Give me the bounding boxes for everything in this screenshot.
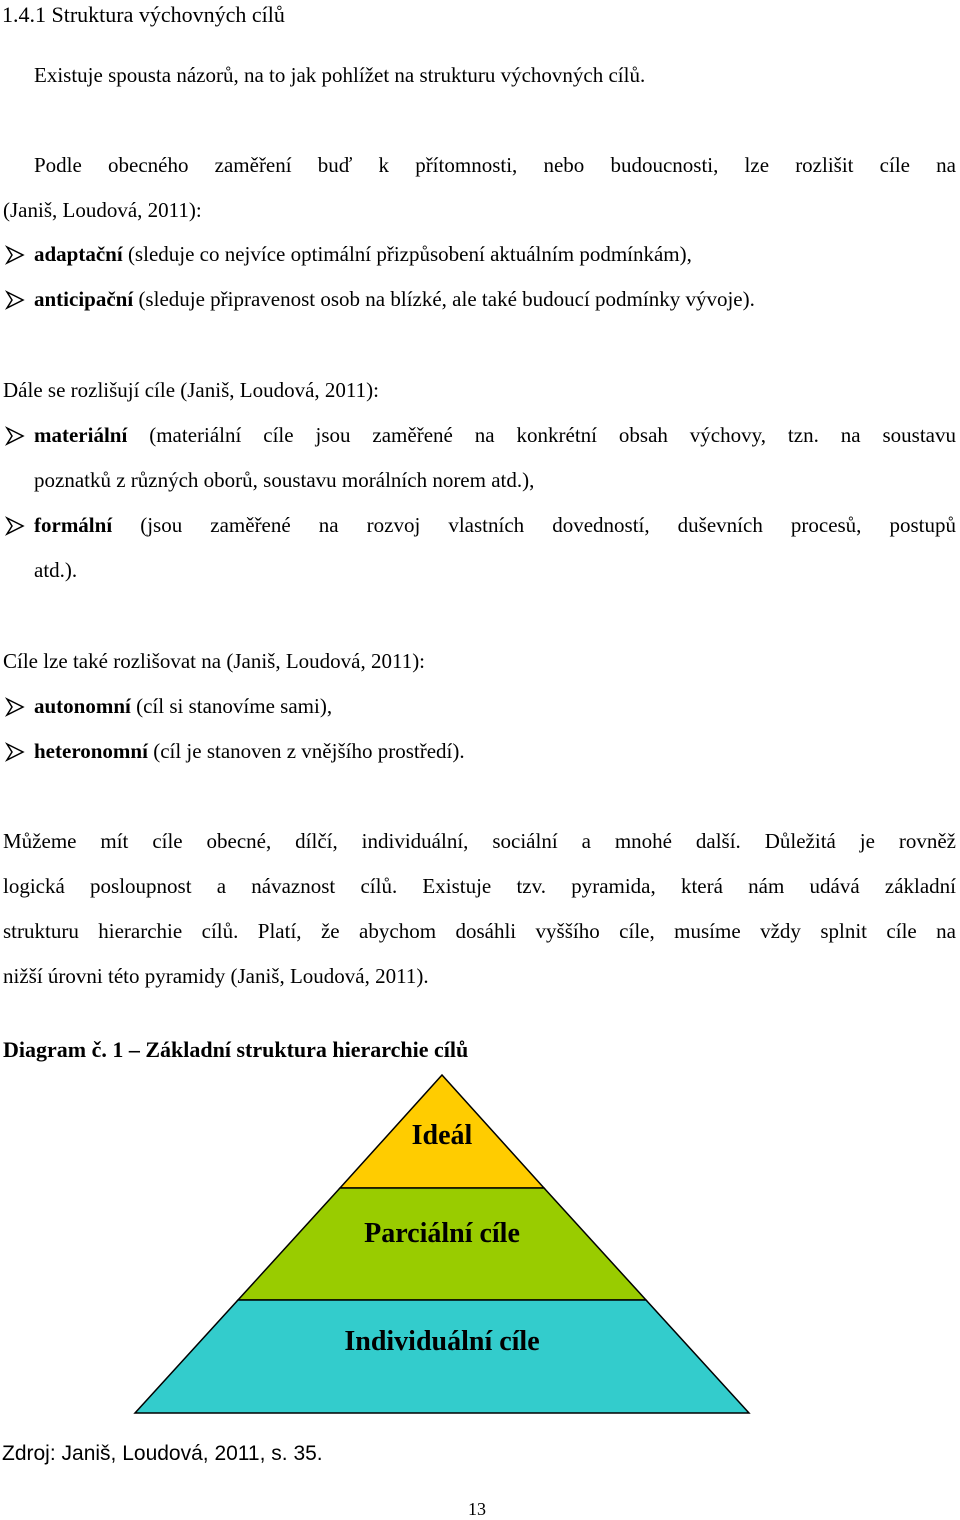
list-item [34,511,956,539]
arrow-bullet-icon [4,741,26,763]
pyramid-label-individual: Individuální cíle [344,1326,540,1357]
pyramid-diagram [130,1074,754,1416]
list-item-continuation: atd.). [34,558,78,582]
list-term: autonomní [34,694,131,718]
diagram-caption: Diagram č. 1 – Základní struktura hierarchie cílů [3,1037,469,1062]
list-term: formální [34,513,113,537]
para4-line: nižší úrovni této pyramidy (Janiš, Loudová, 2011). [3,964,429,988]
list-item [34,285,755,313]
para3: Cíle lze také rozlišovat na (Janiš, Loudová, 2011): [3,649,426,673]
arrow-bullet-icon [4,425,26,447]
list-text: (cíl je stanoven z vnějšího prostředí). [147,739,465,763]
para4-line: logická posloupnost a návaznost cílů. Existuje tzv. pyramida, která nám udává základní [3,874,956,898]
list-term: heteronomní [34,739,148,763]
para2: Dále se rozlišují cíle (Janiš, Loudová, 2011): [3,378,379,402]
arrow-bullet-icon [4,289,26,311]
pyramid-label-partial: Parciální cíle [364,1218,520,1249]
list-text: (materiální cíle jsou zaměřené na konkrétní obsah výchovy, tzn. na soustavu [127,423,956,447]
para4-line: strukturu hierarchie cílů. Platí, že abychom dosáhli vyššího cíle, musíme vždy splnit cíle na [3,919,956,943]
arrow-bullet-icon [4,244,26,266]
arrow-bullet-icon [4,696,26,718]
list-item [34,240,692,268]
list-item [34,692,332,720]
list-text: (jsou zaměřené na rozvoj vlastních dovedností, duševních procesů, postupů [112,513,956,537]
list-term: adaptační [34,242,123,266]
arrow-bullet-icon [4,515,26,537]
para1-line2: (Janiš, Loudová, 2011): [3,198,202,222]
list-text: (cíl si stanovíme sami), [130,694,333,718]
intro-paragraph: Existuje spousta názorů, na to jak pohlížet na strukturu výchovných cílů. [34,63,646,87]
list-item [34,737,465,765]
list-text: (sleduje připravenost osob na blízké, ale také budoucí podmínky vývoje). [133,287,755,311]
list-item-continuation: poznatků z různých oborů, soustavu morálních norem atd.), [34,468,535,492]
list-text: (sleduje co nejvíce optimální přizpůsobení aktuálním podmínkám), [122,242,692,266]
list-term: materiální [34,423,128,447]
list-item [34,421,956,449]
list-term: anticipační [34,287,134,311]
pyramid-label-ideal: Ideál [411,1120,473,1151]
section-heading: 1.4.1 Struktura výchovných cílů [2,2,285,27]
para4-line: Můžeme mít cíle obecné, dílčí, individuální, sociální a mnohé další. Důležitá je rovněž [3,829,956,853]
para1-line1: Podle obecného zaměření buď k přítomnosti, nebo budoucnosti, lze rozlišit cíle na [34,153,956,177]
page-number: 13 [468,1499,486,1519]
source-note: Zdroj: Janiš, Loudová, 2011, s. 35. [2,1442,323,1465]
